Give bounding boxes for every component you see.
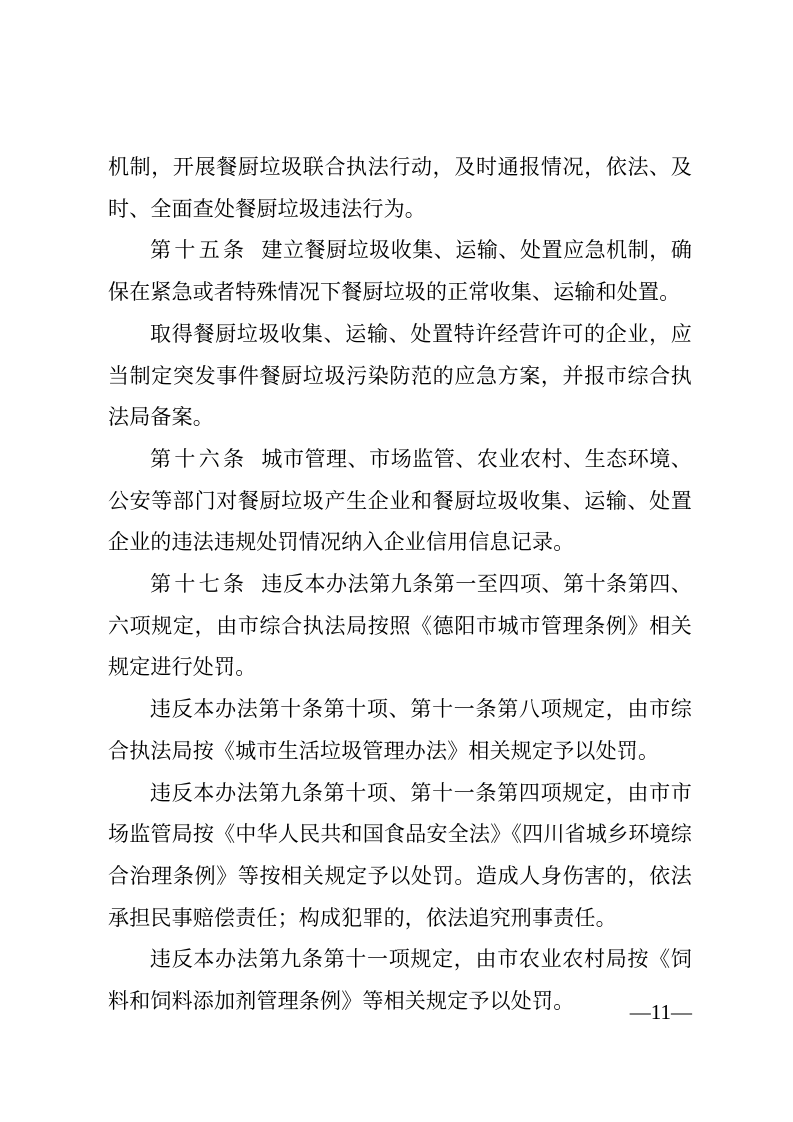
paragraph-text: 违反本办法第十条第十项、第十一条第八项规定，由市综合执法局按《城市生活垃圾管理办法》相关规定予以处罚。: [108, 697, 692, 763]
paragraph-text: 建立餐厨垃圾收集、运输、处置应急机制，确保在紧急或者特殊情况下餐厨垃圾的正常收集、运输和处置。: [108, 238, 693, 305]
paragraph-text: 违反本办法第九条第十项、第十一条第四项规定，由市市场监管局按《中华人民共和国食品安全法》《四川省城乡环境综合治理条例》等按相关规定予以处罚。造成人身伤害的，依法承担民事赔偿责任；构成犯罪的，依法追究刑事责任。: [108, 780, 692, 930]
paragraph-text: 城市管理、市场监管、农业农村、生态环境、公安等部门对餐厨垃圾产生企业和餐厨垃圾收集、运输、处置企业的违法违规处罚情况纳入企业信用信息记录。: [108, 446, 693, 555]
paragraph-text: 机制，开展餐厨垃圾联合执法行动，及时通报情况，依法、及时、全面查处餐厨垃圾违法行为。: [108, 155, 692, 221]
article-number: 第十七条: [150, 572, 248, 597]
paragraph: [108, 773, 692, 940]
article-number: 第十六条: [150, 446, 248, 471]
paragraph: [108, 939, 692, 1022]
page-number: —11—: [629, 1000, 692, 1024]
article-paragraph: [108, 564, 692, 689]
paragraph-text: 取得餐厨垃圾收集、运输、处置特许经营许可的企业，应当制定突发事件餐厨垃圾污染防范的应急方案，并报市综合执法局备案。: [108, 321, 692, 430]
paragraph: [108, 147, 692, 230]
paragraph-text: 违反本办法第九条第十一项规定，由市农业农村局按《饲料和饲料添加剂管理条例》等相关规定予以处罚。: [108, 947, 692, 1014]
paragraph-text: 违反本办法第九条第一至四项、第十条第四、六项规定，由市综合执法局按照《德阳市城市管理条例》相关规定进行处罚。: [108, 572, 693, 680]
article-paragraph: [108, 230, 692, 313]
article-paragraph: [108, 439, 692, 564]
paragraph: [108, 314, 692, 439]
paragraph: [108, 689, 692, 772]
body-text: [108, 147, 692, 1023]
article-number: 第十五条: [150, 238, 248, 263]
